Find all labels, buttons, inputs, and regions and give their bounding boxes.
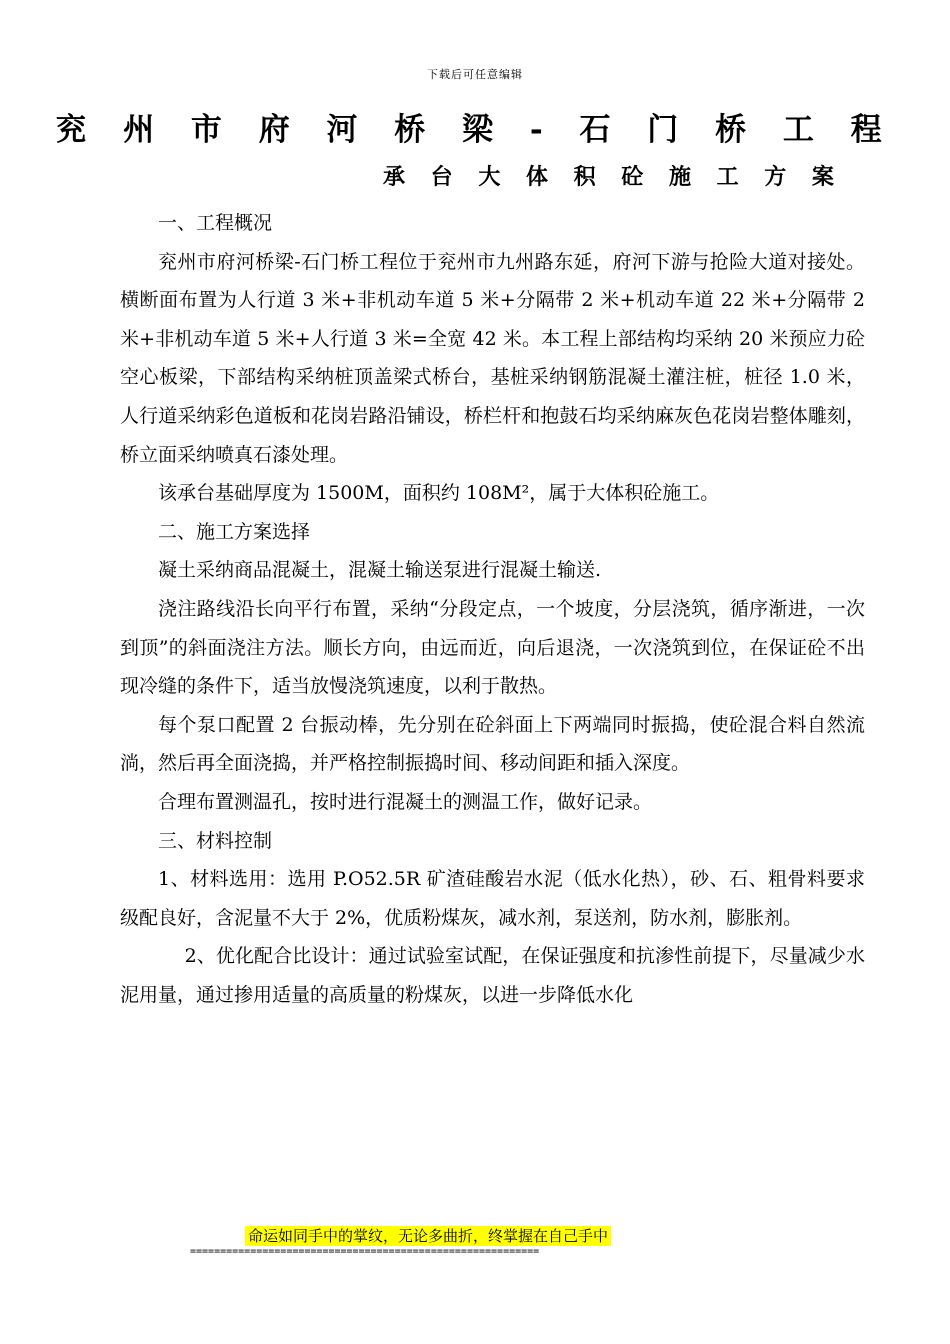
document-title: 兖 州 市 府 河 桥 梁 - 石 门 桥 工 程 — [55, 112, 895, 148]
paragraph-project-overview: 兖州市府河桥梁-石门桥工程位于兖州市九州路东延，府河下游与抢险大道对接处。横断面布置为人行道 3 米+非机动车道 5 米+分隔带 2 米+机动车道 22 米+分隔带 2 米+非机动车道 5 米+人行道 3 米=全宽 42 米。本工程上部结构均采纳 20 米预应力砼空心板梁，下部结构采纳桩顶盖梁式桥台，基桩采纳钢筋混凝土灌注桩，桩径 1.0 米，人行道采纳彩色道板和花岗岩路沿铺设，桥栏杆和抱鼓石均采纳麻灰色花岗岩整体雕刻，桥立面采纳喷真石漆处理。 — [120, 250, 865, 466]
section-heading-construction-plan: 二、施工方案选择 — [158, 520, 311, 543]
paragraph-temperature-holes: 合理布置测温孔，按时进行混凝土的测温工作，做好记录。 — [158, 790, 653, 813]
footer-divider: ========================================================== — [190, 1246, 540, 1257]
paragraph-material-selection: 1、材料选用：选用 P.O52.5R 矿渣硅酸岩水泥（低水化热），砂、石、粗骨料要求级配良好，含泥量不大于 2%，优质粉煤灰，减水剂，泵送剂，防水剂，膨胀剂。 — [120, 868, 865, 929]
header-note: 下载后可任意编辑 — [427, 68, 523, 81]
section-heading-material-control: 三、材料控制 — [158, 829, 273, 852]
paragraph-concrete-supply: 凝土采纳商品混凝土，混凝土输送泵进行混凝土输送. — [158, 559, 602, 582]
paragraph-vibration: 每个泵口配置 2 台振动棒，先分别在砼斜面上下两端同时振捣，使砼混合料自然流淌，然后再全面浇捣，并严格控制振捣时间、移动间距和插入深度。 — [120, 713, 865, 775]
paragraph-mix-design: 2、优化配合比设计：通过试验室试配，在保证强度和抗渗性前提下，尽量减少水泥用量，通过掺用适量的高质量的粉煤灰，以进一步降低水化 — [120, 945, 865, 1006]
footer-motto: 命运如同手中的掌纹，无论多曲折，终掌握在自己手中 — [245, 1226, 611, 1246]
section-heading-overview: 一、工程概况 — [158, 212, 273, 234]
document-subtitle: 承 台 大 体 积 砼 施 工 方 案 — [383, 164, 843, 190]
document-body — [120, 204, 865, 1014]
paragraph-foundation-thickness: 该承台基础厚度为 1500M，面积约 108M²，属于大体积砼施工。 — [158, 482, 720, 505]
paragraph-pouring-route: 浇注路线沿长向平行布置，采纳“分段定点，一个坡度，分层浇筑，循序渐进，一次到顶”的斜面浇注方法。顺长方向，由远而近，向后退浇，一次浇筑到位，在保证砼不出现冷缝的条件下，适当放慢浇筑速度，以利于散热。 — [120, 597, 865, 698]
